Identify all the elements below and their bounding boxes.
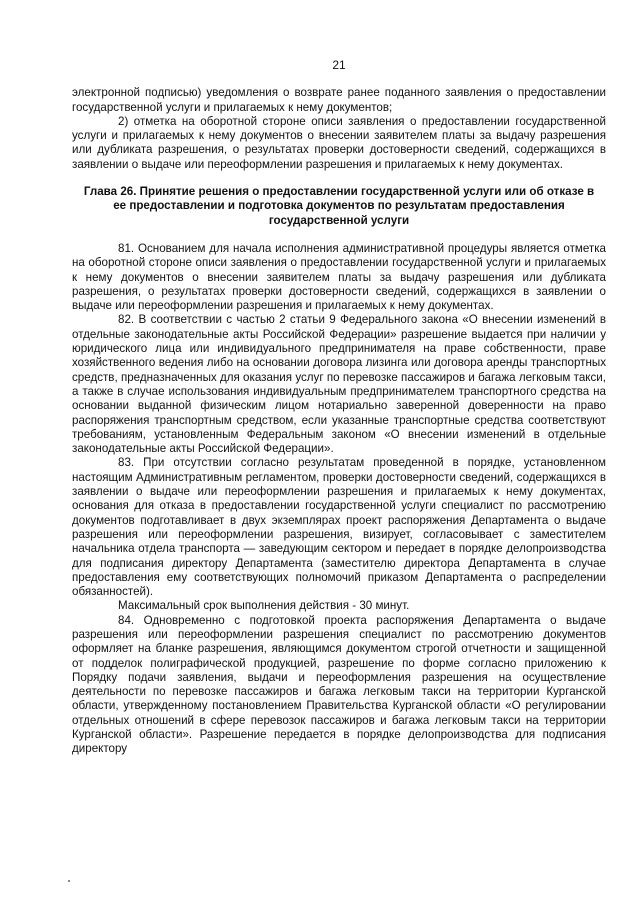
paragraph-item-2: 2) отметка на оборотной стороне описи заявления о предоставлении государственной услуги и прилагаемых к нему документов о внесении заявителем платы за выдачу разрешения или дубликата разрешения, о результатах проверки достоверности сведений, содержащихся в заявлении о выдаче или переоформлении разрешения и прилагаемых к нему документах.	[72, 114, 606, 171]
paragraph-84: 84. Одновременно с подготовкой проекта распоряжения Департамента о выдаче разрешения или переоформлении разрешения специалист по рассмотрению документов оформляет на бланке разрешения, являющимся документом строгой отчетности и защищенной от подделок полиграфической продукцией, разрешение по форме согласно приложению к Порядку подачи заявления, выдачи и переоформления разрешения на осуществление деятельности по перевозке пассажиров и багажа легковым такси на территории Курганской области, утвержденному постановлением Правительства Курганской области «О регулировании отдельных отношений в сфере перевозок пассажиров и багажа легковым такси на территории Курганской области». Разрешение передается в порядке делопроизводства для подписания директору	[72, 613, 606, 756]
chapter-heading: Глава 26. Принятие решения о предоставлении государственной услуги или об отказе в ее предоставлении и подготовка документов по результатам предоставления государственной услуги	[83, 185, 595, 227]
paragraph-83: 83. При отсутствии согласно результатам проведенной в порядке, установленном настоящим Административным регламентом, проверки достоверности сведений, содержащихся в заявлении о выдаче или переоформлении разрешения и прилагаемых к нему документах, основания для отказа в предоставлении государственной услуги специалист по рассмотрению документов подготавливает в двух экземплярах проект распоряжения Департамента о выдаче разрешения или переоформлении разрешения, визирует, согласовывает с заместителем начальника отдела транспорта — заведующим сектором и передает в порядке делопроизводства для подписания директору Департамента (заместителю директора Департамента в случае предоставления ему соответствующих полномочий приказом Департамента о распределении обязанностей).	[72, 456, 606, 599]
paragraph-81: 81. Основанием для начала исполнения административной процедуры является отметка на оборотной стороне описи заявления о предоставлении государственной услуги и прилагаемых к нему документов о внесении заявителем платы за выдачу разрешения или дубликата разрешения, о результатах проверки достоверности сведений, содержащихся в заявлении о выдаче или переоформлении разрешения и прилагаемых к нему документах.	[72, 241, 606, 313]
page-number: 21	[332, 58, 346, 72]
paragraph-82: 82. В соответствии с частью 2 статьи 9 Федерального закона «О внесении изменений в отдельные законодательные акты Российской Федерации» разрешение выдается при наличии у юридического лица или индивидуального предпринимателя на праве собственности, праве хозяйственного ведения либо на основании договора лизинга или договора аренды транспортных средств, предназначенных для оказания услуг по перевозке пассажиров и багажа легковым такси, а также в случае использования индивидуальным предпринимателем транспортного средства на основании выданной физическим лицом нотариально заверенной доверенности на право распоряжения транспортным средством, если указанные транспортные средства соответствуют требованиям, установленным Федеральным законом «О внесении изменений в отдельные законодательные акты Российской Федерации».	[72, 313, 606, 456]
paragraph-time-limit: Максимальный срок выполнения действия - 30 минут.	[118, 599, 410, 613]
scan-speck	[68, 880, 70, 882]
paragraph-continued: электронной подписью) уведомления о возврате ранее поданного заявления о предоставлении государственной услуги и прилагаемых к нему документов;	[72, 86, 606, 114]
